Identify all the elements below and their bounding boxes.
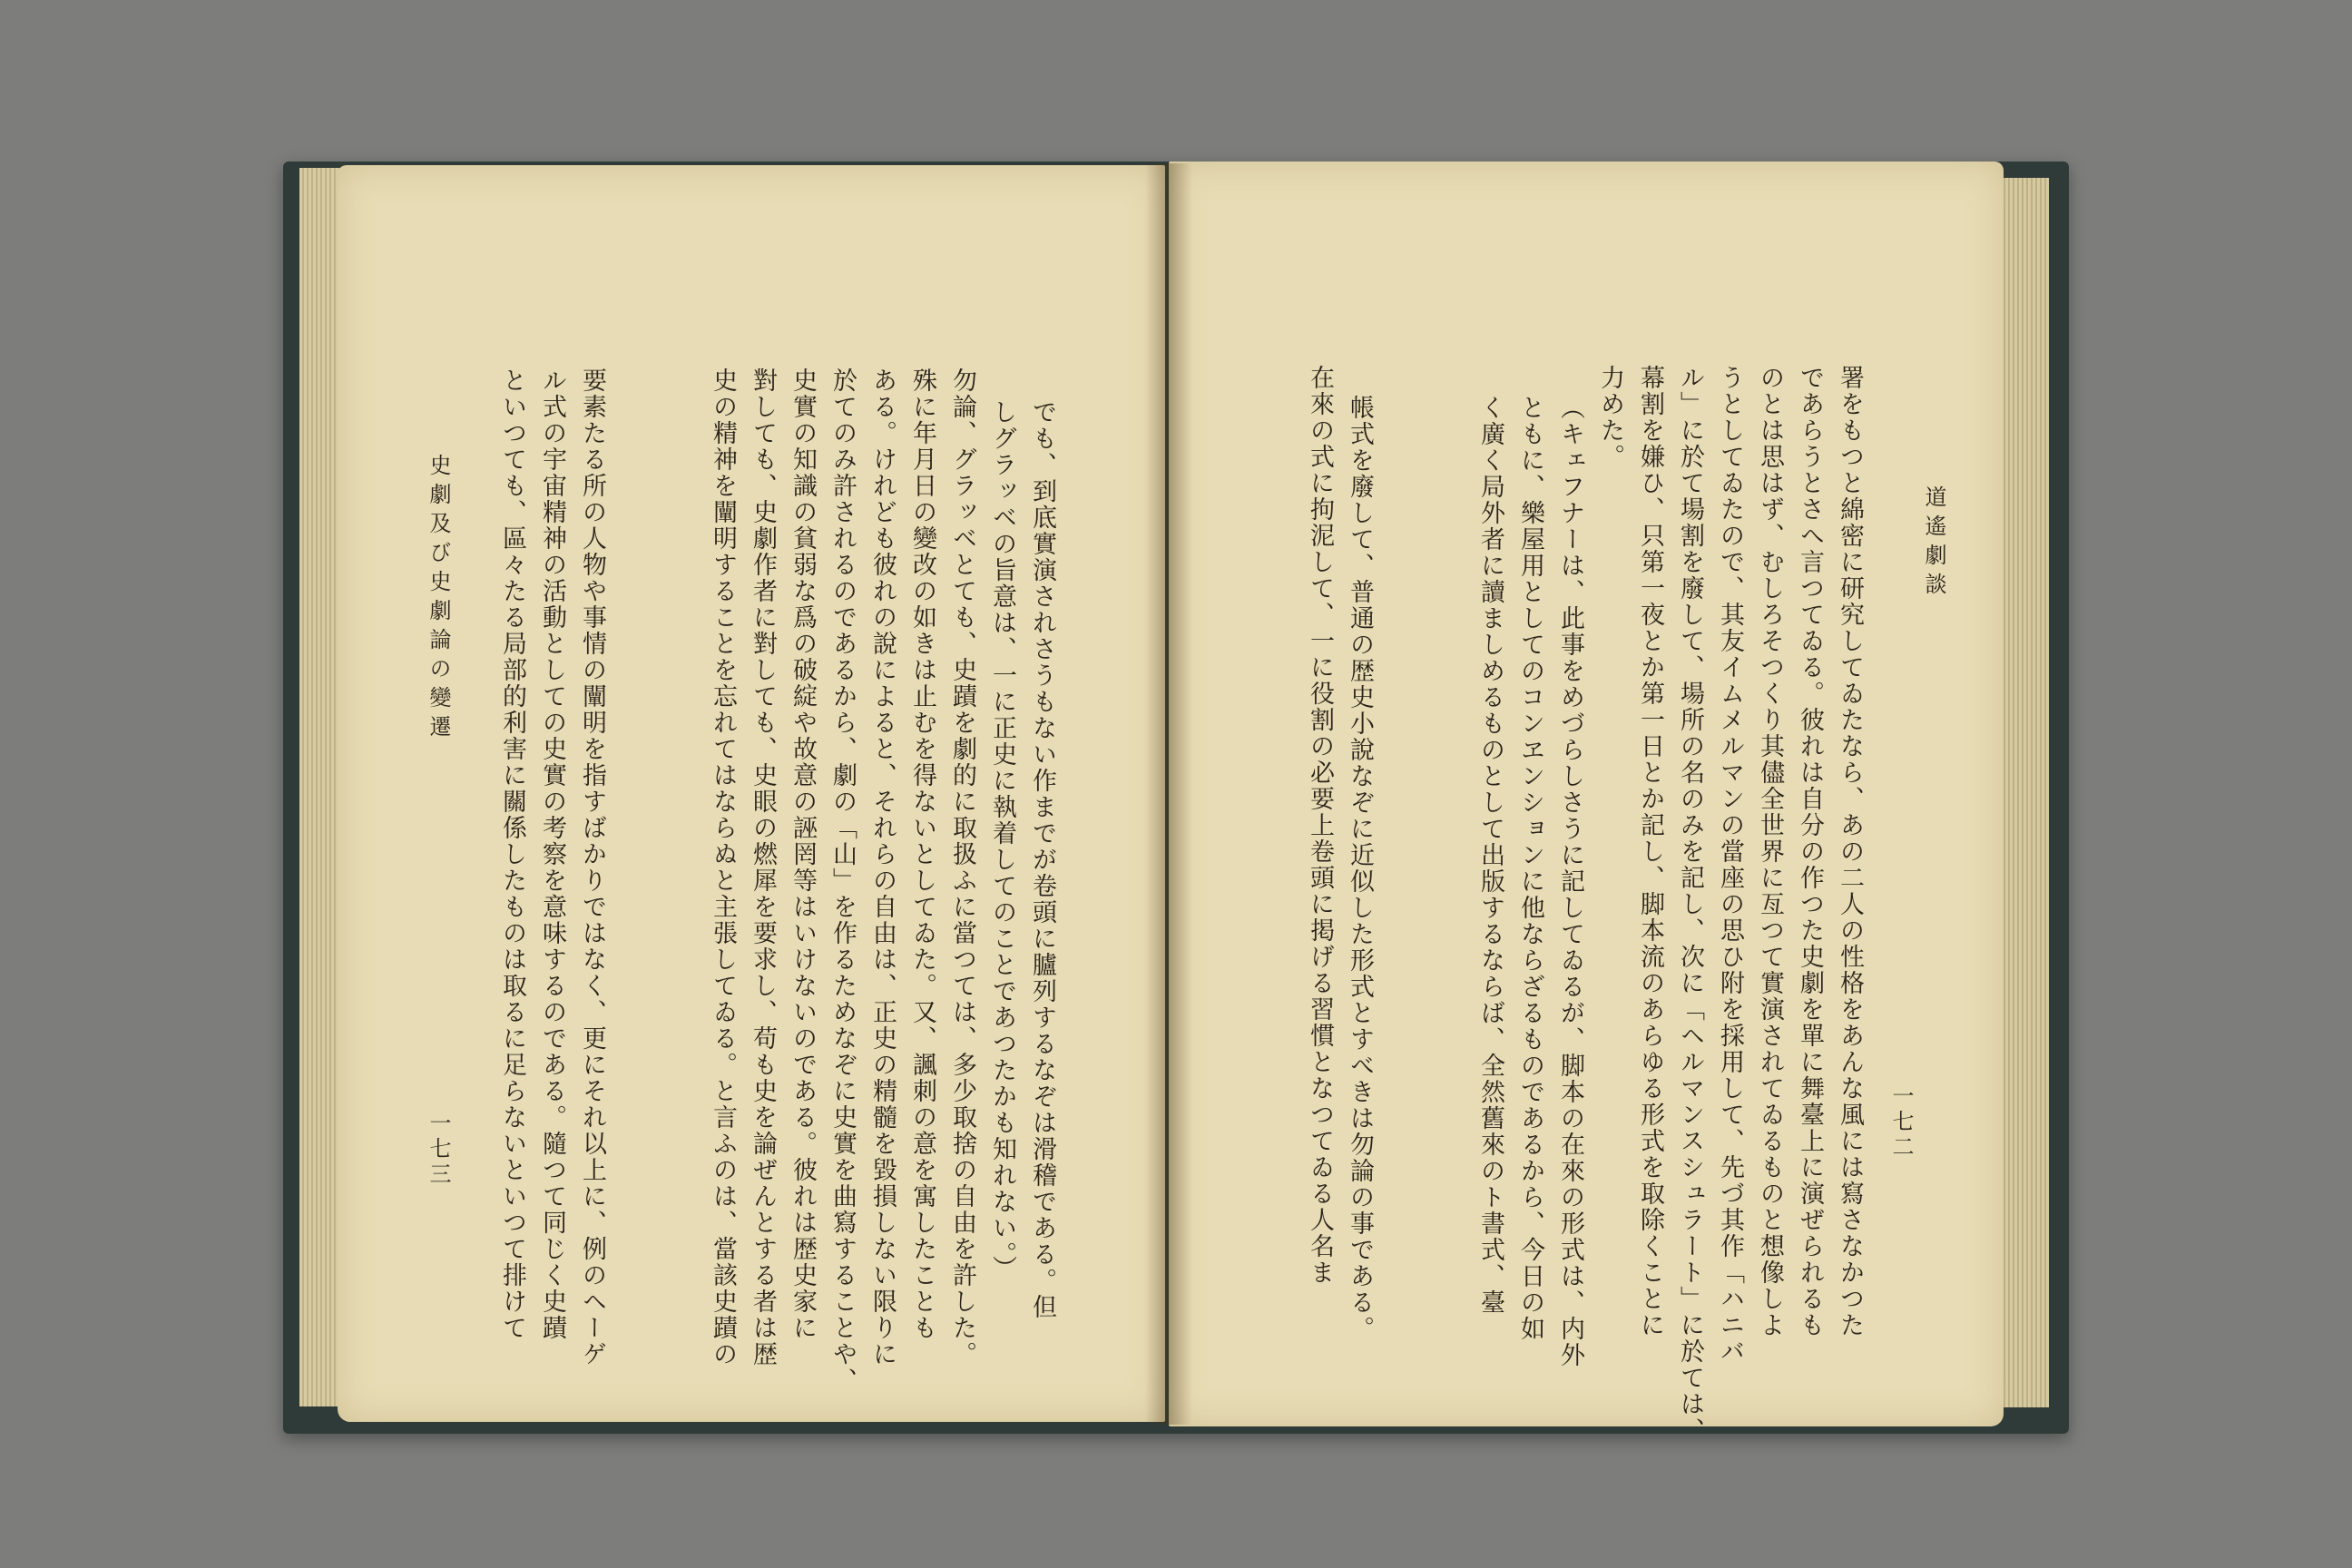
text-line: 殊に年月日の變改の如きは止むを得ないとしてゐた。又、諷刺の意を寓したことも — [908, 368, 936, 1341]
text-line: 力めた。 — [1596, 365, 1624, 470]
text-line: 署をもつと綿密に研究してゐたなら、あの二人の性格をあんな風には寫さなかつた — [1836, 365, 1864, 1338]
text-line: 在來の式に拘泥して、一に役割の必要上卷頭に掲げる習慣となつてゐる人名ま — [1306, 365, 1334, 1286]
text-line: うとしてゐたので、其友イムメルマンの當座の思ひ附を採用して、先づ其作「ハニバ — [1716, 365, 1744, 1365]
text-line: 史實の知識の貧弱な爲の破綻や故意の誣罔等はいけないのである。彼れは歴史家に — [789, 368, 817, 1341]
text-line: でも、到底實演されさうもない作までが卷頭に臚列するなぞは滑稽である。但 — [1028, 399, 1056, 1320]
text-line: であらうとさへ言つてゐる。彼れは自分の作つた史劇を單に舞臺上に演ぜられるも — [1796, 365, 1824, 1338]
running-head-right: 道遙劇談 — [1921, 485, 1946, 602]
text-line: ある。けれども彼れの說によると、それらの自由は、正史の精髓を毀損しない限りに — [868, 368, 897, 1367]
text-line: 要素たる所の人物や事情の闡明を指すばかりではなく、更にそれ以上に、例のヘーゲ — [578, 368, 606, 1367]
book-gutter — [1145, 163, 1192, 1425]
text-line: 於てのみ許されるのであるから、劇の「山」を作るためなぞに史實を曲寫することや、 — [828, 368, 857, 1394]
text-line: 勿論、グラッベとても、史蹟を劇的に取扱ふに當つては、多少取捨の自由を許した。 — [948, 368, 976, 1367]
text-line: 幕割を嫌ひ、只第一夜とか第一日とか記し、脚本流のあらゆる形式を取除くことに — [1636, 365, 1664, 1338]
page-number-left: 一七三 — [426, 1112, 451, 1188]
text-line: 帳式を廢して、普通の歴史小說なぞに近似した形式とすべきは勿論の事である。 — [1346, 395, 1374, 1342]
text-line: しグラッベの旨意は、一に正史に執着してのことであつたかも知れない。） — [988, 399, 1016, 1282]
text-line: ル」に於て場割を廢して、場所の名のみを記し、次に「ヘルマンスシュラート」に於ては、 — [1676, 365, 1704, 1444]
page-number-right: 一七二 — [1888, 1084, 1914, 1161]
text-line: ともに、樂屋用としてのコンヱンションに他ならざるものであるから、今日の如 — [1516, 395, 1544, 1342]
text-line: ル式の宇宙精神の活動としての史實の考察を意味するのである。隨つて同じく史蹟 — [538, 368, 566, 1341]
text-line: 史の精神を闡明することを忘れてはならぬと主張してゐる。と言ふのは、當該史蹟の — [709, 368, 737, 1367]
text-line: のとは思はず、むしろそつくり其儘全世界に亙つて實演されてゐるものと想像しよ — [1756, 365, 1784, 1338]
text-line: 對しても、史劇作者に對しても、史眼の燃犀を要求し、苟も史を論ぜんとする者は歴 — [749, 368, 777, 1367]
running-head-left: 史劇及び史劇論の變遷 — [426, 454, 451, 744]
text-line: （キェフナーは、此事をめづらしさうに記してゐるが、脚本の在來の形式は、内外 — [1556, 395, 1584, 1368]
text-line: といつても、區々たる局部的利害に關係したものは取るに足らないといつて排けて — [498, 368, 526, 1341]
text-line: く廣く局外者に讀ましめるものとして出版するならば、全然舊來のト書式、臺 — [1476, 395, 1504, 1316]
